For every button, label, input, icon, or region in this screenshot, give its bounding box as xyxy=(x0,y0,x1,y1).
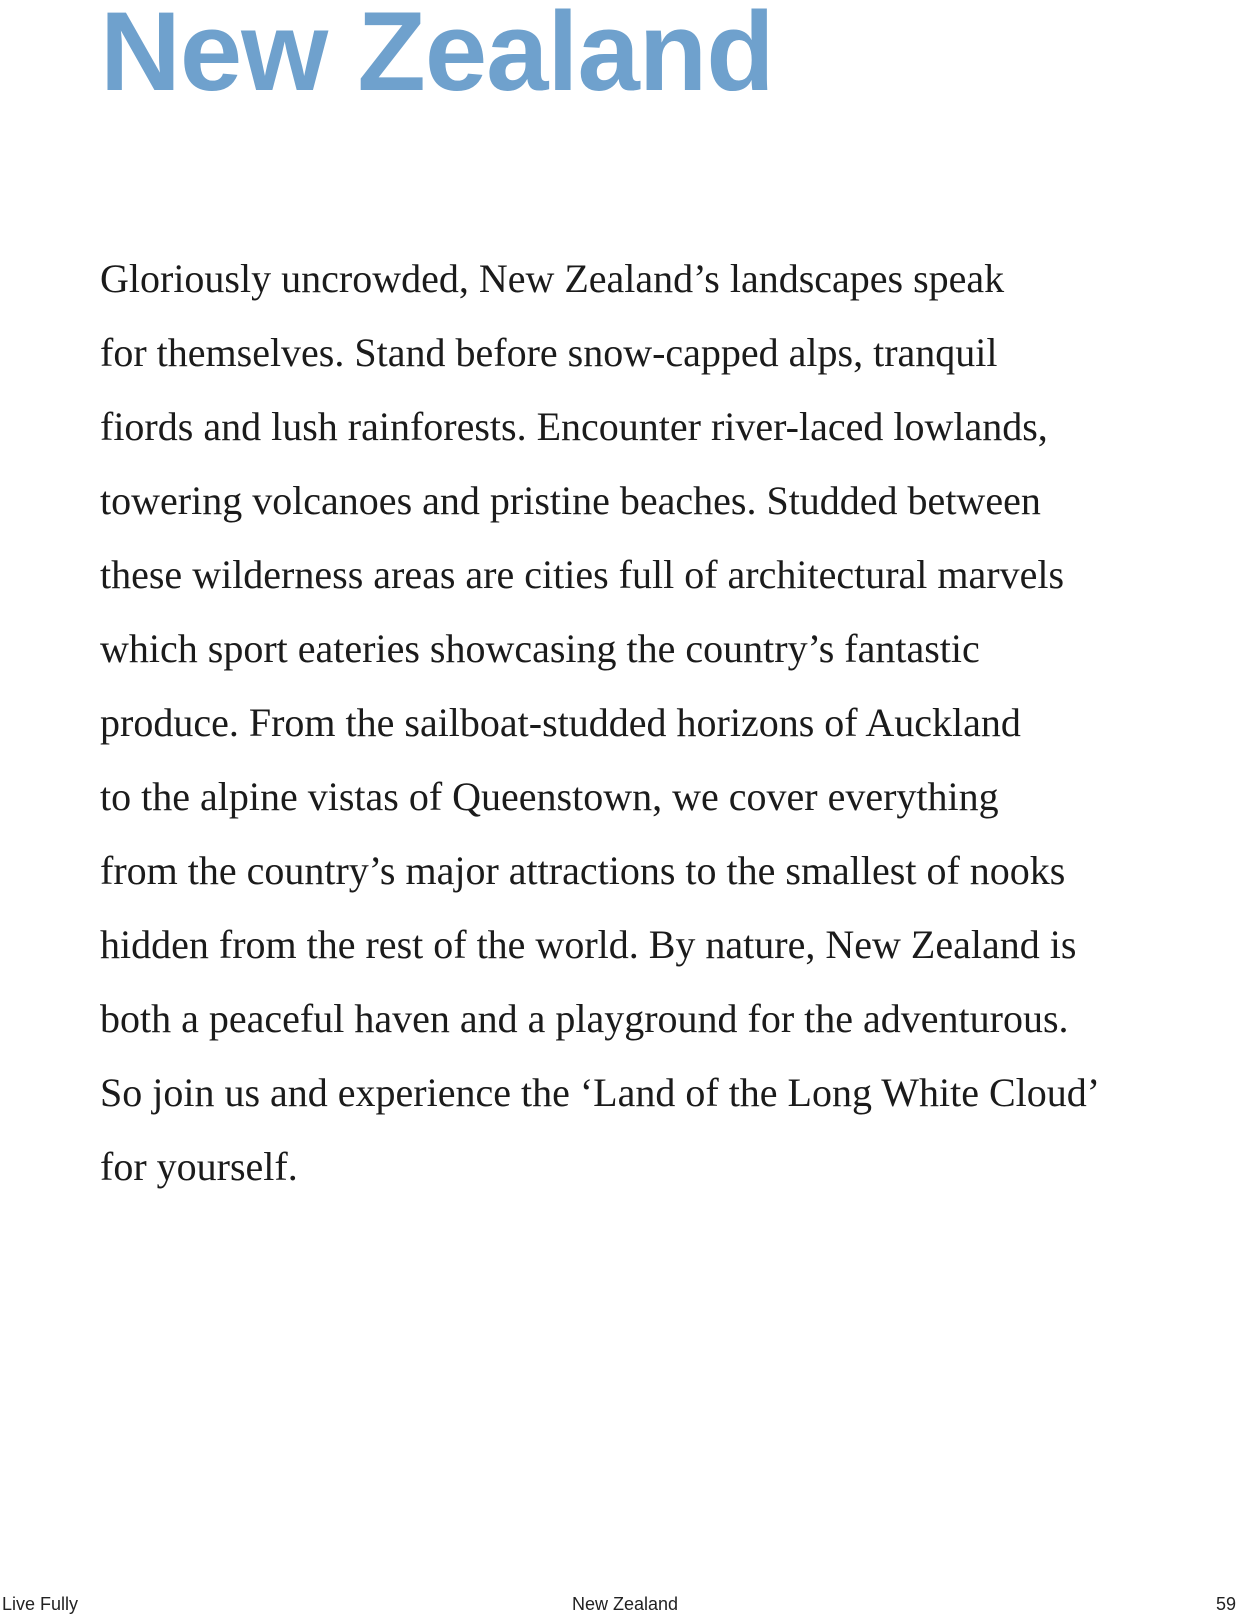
footer-publication-name: Live Fully xyxy=(2,1594,79,1614)
body-line: from the country’s major attractions to the smallest of nooks xyxy=(100,848,1066,893)
page-footer xyxy=(0,1594,1250,1618)
page-number: 59 xyxy=(1215,1594,1236,1614)
body-line: which sport eateries showcasing the country’s fantastic xyxy=(100,626,980,671)
body-line: produce. From the sailboat-studded horizons of Auckland xyxy=(100,700,1021,745)
body-line: to the alpine vistas of Queenstown, we cover everything xyxy=(100,774,999,819)
body-line: hidden from the rest of the world. By nature, New Zealand is xyxy=(100,922,1077,967)
body-line: So join us and experience the ‘Land of the Long White Cloud’ xyxy=(100,1070,1101,1115)
page-title: New Zealand xyxy=(100,0,774,114)
body-line: both a peaceful haven and a playground for the adventurous. xyxy=(100,996,1069,1041)
body-line: for themselves. Stand before snow-capped alps, tranquil xyxy=(100,330,998,375)
body-line: Gloriously uncrowded, New Zealand’s landscapes speak xyxy=(100,256,1005,301)
footer-section-title: New Zealand xyxy=(571,1594,679,1614)
body-paragraph xyxy=(100,242,1160,1204)
body-line: for yourself. xyxy=(100,1144,298,1189)
body-line: these wilderness areas are cities full of architectural marvels xyxy=(100,552,1065,597)
body-line: towering volcanoes and pristine beaches. Studded between xyxy=(100,478,1041,523)
body-line: fiords and lush rainforests. Encounter river-laced lowlands, xyxy=(100,404,1048,449)
